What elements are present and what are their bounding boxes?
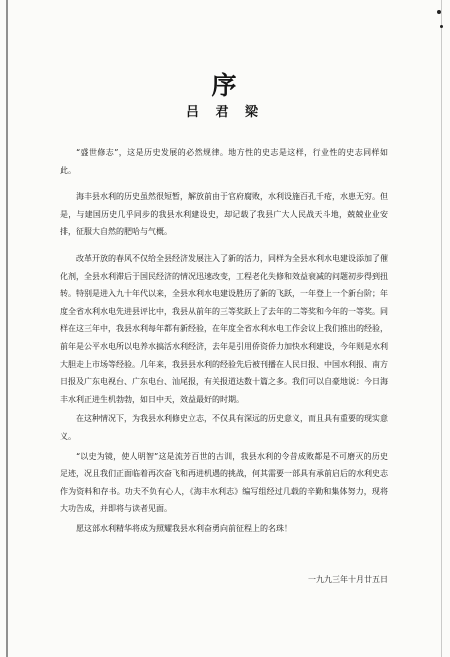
- paragraph: 在这种情况下，为我县水利修史立志，不仅具有深远的历史意义，而且具有重要的现实意义。: [60, 414, 388, 441]
- paragraph: 海丰县水利的历史虽然很短暂，解放前由于官府腐败，水利设施百孔千疮，水患无穷。但是，与建国历史几乎同步的我县水利建设史，却记载了我县广大人民战天斗地，兢兢业业安排，征服大自然的肥哈与气概。: [60, 192, 388, 237]
- scan-speck: [440, 25, 443, 28]
- paragraph: 愿这部水利精华将成为照耀我县水利奋勇向前征程上的名珠！: [76, 523, 292, 533]
- paragraph: 改革开放的春风不仅给全县经济发展注入了新的活力，同样为全县水利水电建设添加了催化剂，全县水利滞后于国民经济的情况迅速改变，工程老化失修和效益衰减的问题初步得到扭转。特别是进入九十年代以来，全县水利水电建设胜历了新的飞跃，一年登上一个新台阶；年度全省水利水电先进县评比中，我县从前年的三等奖跃上了去年的二等奖和今年的一等奖。同样在这三年中，我县水利每年都有新经验，在年度全省水利水电工作会议上我们推出的经验，前年是公平水电所以电养水搞活水利经济，去年是引用侨资侨力加快水利建设，今年则是水利大胆走上市场等经验。几年来，我县县水利的经验先后被刊播在人民日报、中国水利报、南方日报及广东电视台、广东电台、汕尾报，有关报道达数十篇之多。我们可以自豪地说：今日海丰水利正进生机勃勃，如日中天，效益最好的时期。: [60, 253, 388, 404]
- paragraph: “盛世修志”，这是历史发展的必然规律。地方性的史志是这样，行业性的史志同样如此。: [60, 148, 388, 175]
- preface-title: 序: [211, 71, 239, 100]
- scan-speck: [437, 10, 441, 14]
- preface-body: [60, 144, 388, 539]
- paragraph: “以史为镜，使人明智”这是流芳百世的古训，我县水利的令昔成败都是不可磨灭的历史足迹，况且我们正面临着再次奋飞和再进机遇的挑战，何其需要一部具有承前启后的水利史志作为资料和存书。功夫不负有心人，《海丰水利志》编写组经过几载的辛勤和集体努力，现将大功告成，并即将与读者见面。: [60, 451, 388, 514]
- author-name: 吕 君 梁: [185, 105, 265, 120]
- signature-date: 一九九三年十月廿五日: [308, 575, 388, 584]
